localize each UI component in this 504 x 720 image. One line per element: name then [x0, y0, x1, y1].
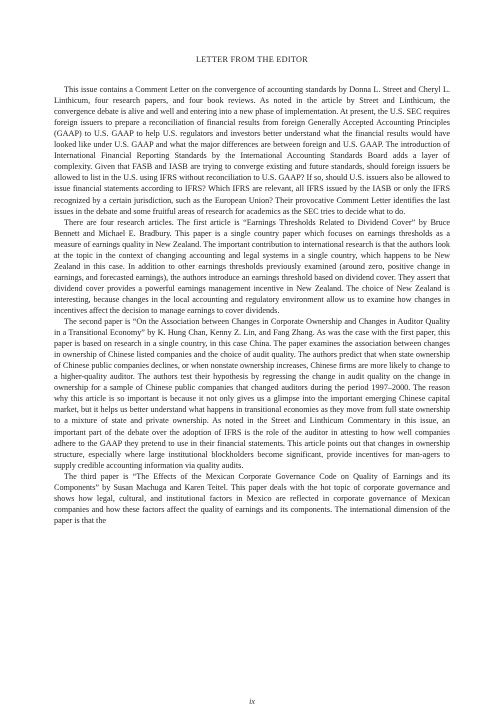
paragraph-third-article: The third paper is “The Effects of the Mexican Corporate Governance Code on Quality of Earnings and its Components” by Susan Machuga and Karen Teitel. This paper deals with the hot topic of corporate governance and shows how legal, cultural, and institutional factors in Mexico are reflected in corporate governance of Mexican companies and how these factors affect the quality of earnings and its components. The international dimension of the paper is that the: [54, 471, 450, 525]
page-number: ix: [249, 697, 255, 706]
paragraph-second-article: The second paper is “On the Association between Changes in Corporate Ownership and Changes in Auditor Quality in a Transitional Economy” by K. Hung Chan, Kenny Z. Lin, and Fang Zhang. As was the case with the first paper, this paper is based on research in a single country, in this case China. The paper examines the association between changes in ownership of Chinese listed companies and the choice of audit quality. The authors predict that when state ownership of Chinese public companies declines, or when nonstate ownership increases, Chinese firms are more likely to change to a higher-quality auditor. The authors test their hypothesis by regressing the change in audit quality on the change in ownership for a sample of Chinese public companies that changed auditors during the period 1997–2000. The reason why this article is so important is because it not only gives us a glimpse into the important emerging Chinese capital market, but it helps us better understand what happens in transitional economies as they move from full state ownership to a mixture of state and private ownership. As noted in the Street and Linthicum Commentary in this issue, an important part of the debate over the adoption of IFRS is the role of the auditor in attesting to how well companies adhere to the GAAP they pretend to use in their financial statements. This article points out that changes in ownership structure, especially where large institutional blockholders become significant, provide incentives for man-agers to supply credible accounting information via quality audits.: [54, 317, 450, 470]
paragraph-first-article: There are four research articles. The first article is “Earnings Thresholds Related to Dividend Cover” by Bruce Bennett and Michael E. Bradbury. This paper is a single country paper which focuses on earnings thresholds as a measure of earnings quality in New Zealand. The important contribution to international research is that the authors look at the topic in the context of changing accounting and legal systems in a single country, which happens to be New Zealand in this case. In addition to other earnings thresholds previously examined (around zero, positive change in earnings, and forecasted earnings), the authors introduce an earnings threshold based on dividend cover. They assert that dividend cover provides a powerful earnings management incentive in New Zealand. The choice of New Zealand is interesting, because changes in the local accounting and regulatory environment allow us to examine how changes in incentives affect the decision to manage earnings to cover dividends.: [54, 217, 450, 315]
paragraph-intro: This issue contains a Comment Letter on the convergence of accounting standards by Donna L. Street and Cheryl L. Linthicum, four research papers, and four book reviews. As noted in the article by Street and Linthicum, the convergence debate is alive and well and entering into a new phase of implementation. At present, the U.S. SEC requires foreign issuers to prepare a reconciliation of financial results from foreign Generally Accepted Accounting Principles (GAAP) to U.S. GAAP to help U.S. regulators and investors better understand what the financial results would have looked like under U.S. GAAP and what the major differences are between foreign and U.S. GAAP. The introduction of International Financial Reporting Standards by the International Accounting Standards Board adds a layer of complexity. Given that FASB and IASB are trying to converge existing and future standards, should foreign issuers be allowed to list in the U.S. using IFRS without reconciliation to U.S. GAAP? If so, should U.S. issuers also be allowed to issue financial statements according to IFRS? Which IFRS are relevant, all IFRS issued by the IASB or only the IFRS recognized by a certain jurisdiction, such as the European Union? Their provocative Comment Letter identifies the last issues in the debate and some fruitful areas of research for academics as the SEC tries to decide what to do.: [54, 85, 450, 216]
letter-title: LETTER FROM THE EDITOR: [195, 55, 309, 64]
letter-page: [54, 54, 450, 526]
